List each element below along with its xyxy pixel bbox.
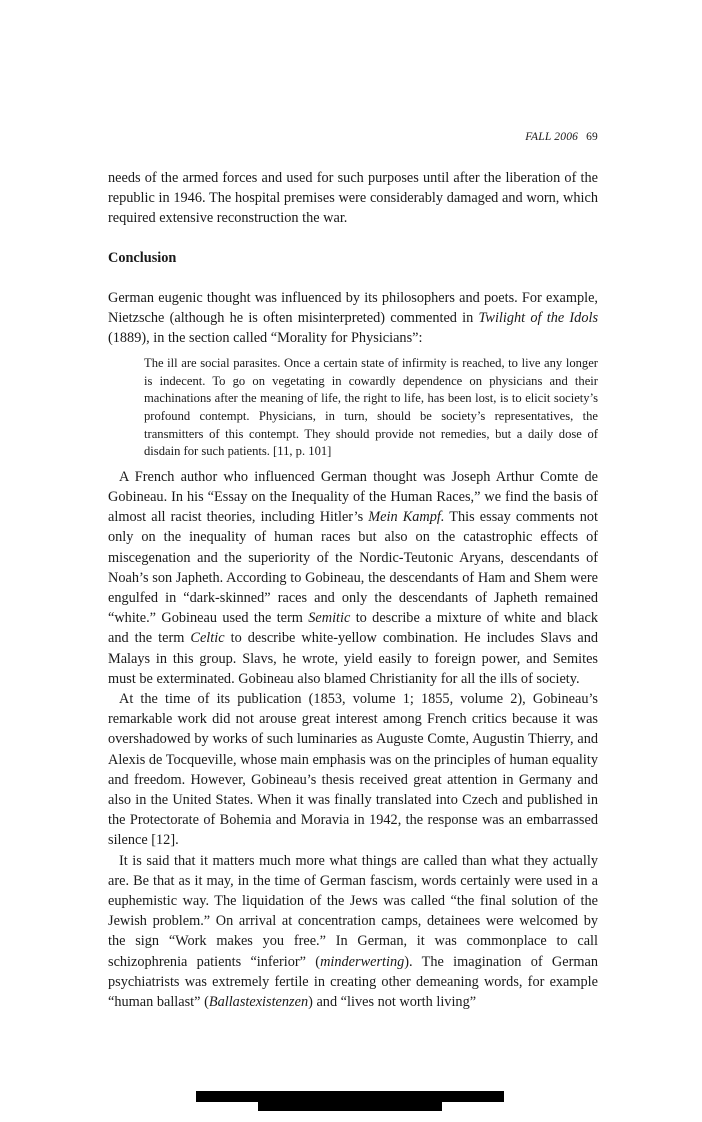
text-run: It is said that it matters much more what things are called than what they actually are. Be that as it may, in the time of German fascism, words certainly were used in a euphemistic way. The liquidation of the Jews was called “the final solution of the Jewish problem.” On arrival at concentration camps, detainees were welcomed by the sign “Work makes you free.” In German, it was commonplace to call schizophrenia patients “inferior” ( <box>108 852 598 970</box>
section-heading-conclusion: Conclusion <box>108 249 177 266</box>
text-run: (1889), in the section called “Morality for Physicians”: <box>108 330 423 347</box>
text-run: to describe white-yellow combination. He includes Slavs and Malays in this group. Slavs, he wrote, yield easily to foreign power, and Semites must be exterminated. Gobineau also blamed Christianity for all the ills of society. <box>108 630 599 687</box>
term-celtic: Celtic <box>190 630 225 647</box>
text-run: This essay comments not only on the inequality of human races but also on the catastrophic effects of miscegenation and the superiority of the Nordic-Teutonic Aryans, descendants of Noah’s son Japheth. According to Gobineau, the descendants of Ham and Shem were engulfed in “dark-skinned” races and only the descendants of Japheth remained “white.” Gobineau used the term <box>108 509 598 627</box>
paragraph-5 <box>108 851 598 1013</box>
text-run: ) and “lives not worth living” <box>308 994 477 1011</box>
text-run: ). The imagination of German psychiatrists was extremely fertile in creating other demeaning words, for example “human ballast” ( <box>108 953 598 1011</box>
nietzsche-quote: The ill are social parasites. Once a certain state of infirmity is reached, to live any longer is indecent. To go on vegetating in cowardly dependence on physicians and their machinations after the meaning of life, the right to life, has been lost, is to elicit society’s profound contempt. Physicians, in turn, should be society’s representatives, the transmitters of this contempt. They should provide not remedies, but a daily dose of disdain for such patients. [11, p. 101] <box>144 356 598 459</box>
paragraph-3 <box>108 467 598 689</box>
journal-issue: FALL 2006 <box>525 131 579 143</box>
german-word-2: Ballastexistenzen <box>208 994 309 1011</box>
article-body <box>108 168 598 1012</box>
text-run: German eugenic thought was influenced by its philosophers and poets. For example, Nietzsche (although he is often misinterpreted) commented in <box>108 289 598 326</box>
page-number: 69 <box>586 131 598 143</box>
text-run: to describe a mixture of white and black and the term <box>108 610 598 647</box>
paragraph-1: needs of the armed forces and used for such purposes until after the liberation of the republic in 1946. The hospital premises were considerably damaged and worn, which required extensive reconstruction the war. <box>108 170 598 227</box>
work-title: Twilight of the Idols <box>478 309 599 326</box>
book-title: Mein Kampf. <box>368 509 445 526</box>
paragraph-2 <box>108 288 598 349</box>
running-header <box>108 131 598 143</box>
redaction-bar <box>258 1100 442 1111</box>
text-run: A French author who influenced German thought was Joseph Arthur Comte de Gobineau. In his “Essay on the Inequality of the Human Races,” we find the basis of almost all racist theories, including Hitler’s <box>108 468 598 526</box>
paragraph-4: At the time of its publication (1853, volume 1; 1855, volume 2), Gobineau’s remarkable work did not arouse great interest among French critics because it was overshadowed by works of such luminaries as Auguste Comte, Augustin Thierry, and Alexis de Tocqueville, whose main emphasis was on the principles of human equality and freedom. However, Gobineau’s thesis received great attention in Germany and also in the United States. When it was finally translated into Czech and published in the Protectorate of Bohemia and Moravia in 1942, the response was an embarrassed silence [12]. <box>108 691 598 849</box>
term-semitic: Semitic <box>308 610 351 627</box>
german-word-1: minderwerting <box>320 953 405 970</box>
